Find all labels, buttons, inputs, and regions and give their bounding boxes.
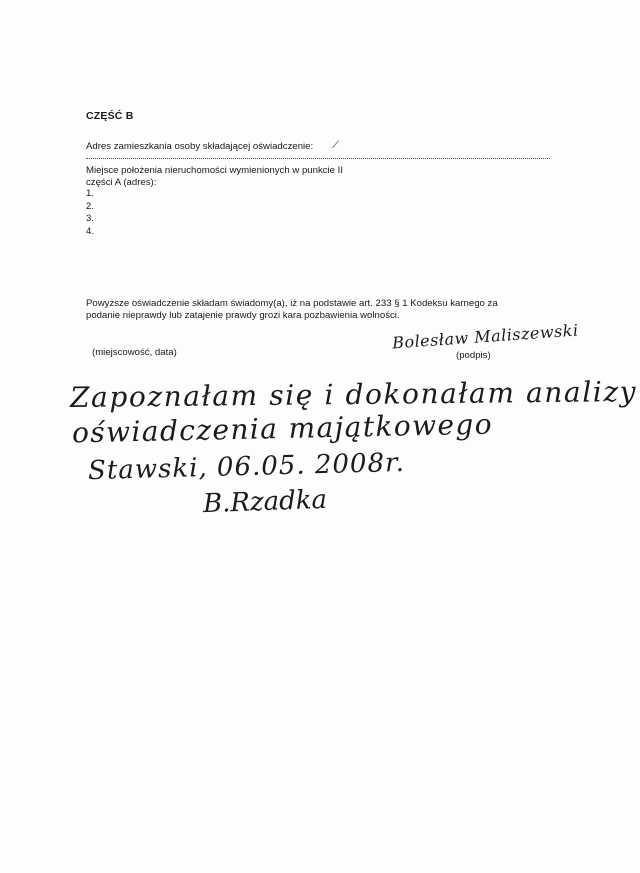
signer-signature: Bolesław Maliszewski — [391, 320, 580, 353]
location-label-line1: Miejsce położenia nieruchomości wymienionych w punkcie II — [86, 165, 344, 176]
location-list — [86, 188, 94, 238]
handwritten-note-line3: Stawski, 06.05. 2008r. — [87, 447, 406, 487]
location-item-1: 1. — [86, 188, 95, 199]
address-handwritten-mark: ⟋ — [332, 140, 339, 151]
location-item-2: 2. — [86, 200, 95, 212]
location-item-4: 4. — [86, 225, 95, 237]
address-dotted-line — [86, 158, 550, 159]
declaration-line2: podanie nieprawdy lub zatajenie prawdy grozi kara pozbawienia wolności. — [86, 310, 400, 321]
declaration-line1: Powyższe oświadczenie składam świadomy(a), iż na podstawie art. 233 § 1 Kodeksu karnego za — [86, 298, 498, 309]
section-title: CZĘŚĆ B — [86, 110, 134, 122]
place-date-label: (miejscowość, data) — [92, 347, 177, 358]
handwritten-note-line2: oświadczenia majątkowego — [71, 407, 494, 450]
reviewer-signature: B.Rzadka — [202, 484, 328, 520]
signature-label: (podpis) — [456, 350, 491, 361]
address-label: Adres zamieszkania osoby składającej oświadczenie: — [86, 141, 314, 152]
handwritten-note-line1: Zapoznałam się i dokonałam analizy — [69, 375, 638, 414]
location-label-line2: części A (adres): — [86, 177, 157, 188]
location-item-3: 3. — [86, 213, 95, 224]
